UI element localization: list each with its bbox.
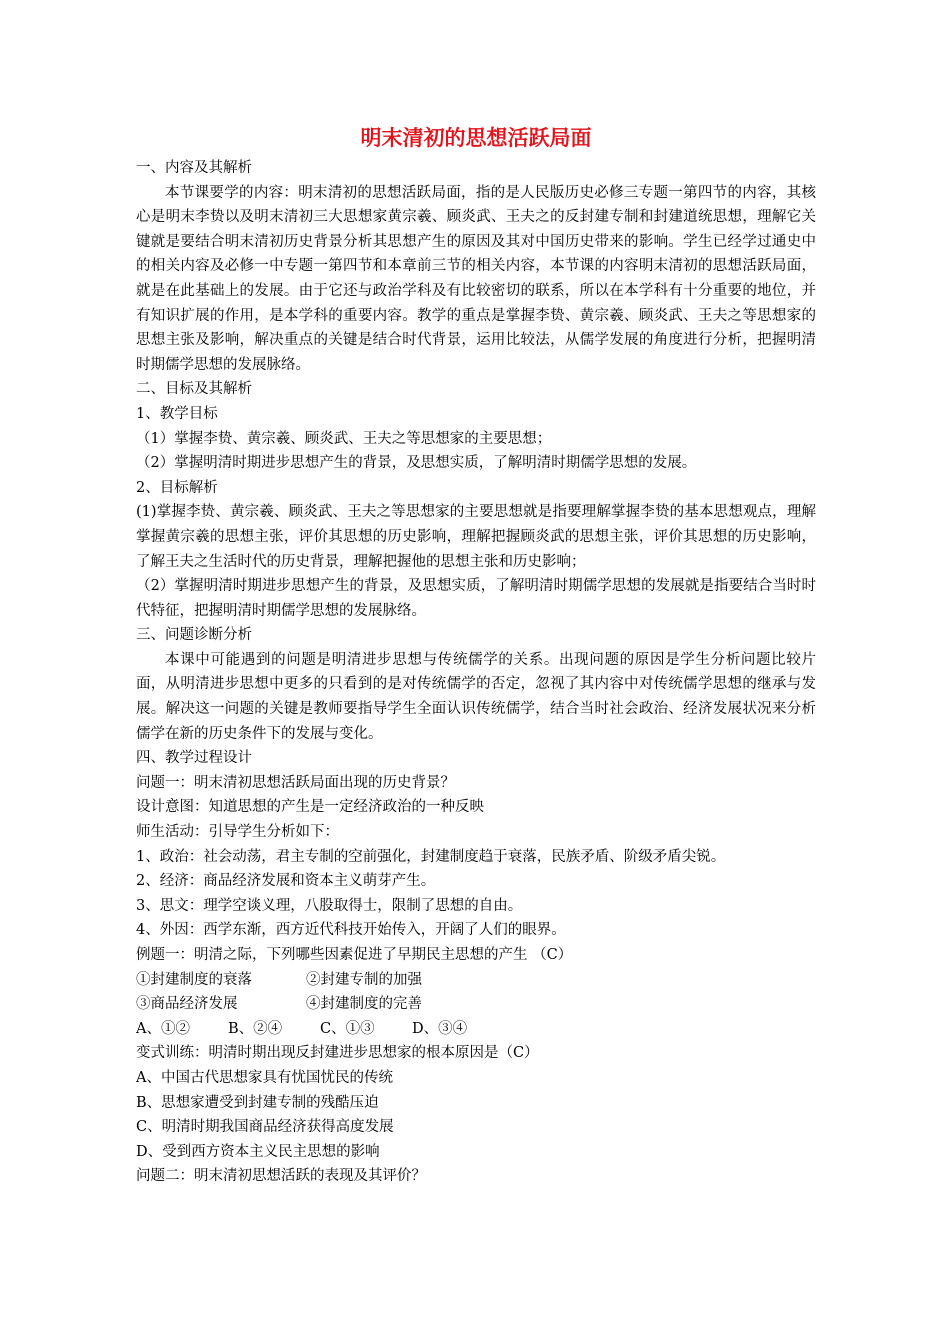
- example-answers-row: [136, 1017, 816, 1042]
- design-intent: 设计意图：知道思想的产生是一定经济政治的一种反映: [136, 799, 484, 816]
- section-heading-1: 一、内容及其解析: [136, 160, 252, 176]
- section-heading-4: 四、教学过程设计: [136, 750, 252, 767]
- document-title: 明末清初的思想活跃局面: [360, 126, 592, 150]
- teacher-student-activity: 师生活动：引导学生分析如下：: [136, 824, 339, 841]
- variant-option: B、思想家遭受到封建专制的残酷压迫: [136, 1094, 379, 1111]
- goal-item-2: （2）掌握明清时期进步思想产生的背景，及思想实质，了解明清时期儒学思想的发展。: [136, 455, 697, 472]
- question-1: 问题一：明末清初思想活跃局面出现的历史背景？: [136, 774, 455, 791]
- example-item: ④封建制度的完善: [306, 996, 422, 1013]
- question-2: 问题二：明末清初思想活跃的表现及其评价？: [136, 1168, 426, 1185]
- analysis-point: 4、外因：西学东渐，西方近代科技开始传入，开阔了人们的眼界。: [136, 922, 566, 939]
- analysis-point: 1、政治：社会动荡，君主专制的空前强化，封建制度趋于衰落，民族矛盾、阶级矛盾尖锐。: [136, 848, 726, 865]
- example-item: ①封建制度的衰落: [136, 971, 252, 988]
- answer-option: A、①②: [136, 1020, 190, 1037]
- subheading-goal-analysis: 2、目标解析: [136, 479, 218, 496]
- document-page: [136, 122, 816, 1189]
- example-items-row-1: [136, 968, 816, 993]
- section-heading-2: 二、目标及其解析: [136, 381, 252, 398]
- goal-item-1: （1）掌握李贽、黄宗羲、顾炎武、王夫之等思想家的主要思想；: [136, 430, 552, 447]
- section-3-paragraph: 本课中可能遇到的问题是明清进步思想与传统儒学的关系。出现问题的原因是学生分析问题比较片面，从明清进步思想中更多的只看到的是对传统儒学的否定，忽视了其内容中对传统儒学思想的继承与发展。解决这一问题的关键是教师要指导学生全面认识传统儒学，结合当时社会政治、经济发展状况来分析儒学在新的历史条件下的发展与变化。: [136, 651, 816, 742]
- goal-analysis-1: (1)掌握李贽、黄宗羲、顾炎武、王夫之等思想家的主要思想就是指要理解掌握李贽的基本思想观点，理解掌握黄宗羲的思想主张，评价其思想的历史影响，理解把握顾炎武的思想主张，评价其思想的历史影响，了解王夫之生活时代的历史背景，理解把握他的思想主张和历史影响；: [136, 504, 816, 570]
- variant-question: 变式训练：明清时期出现反封建进步思想家的根本原因是（C）: [136, 1045, 539, 1062]
- answer-option: B、②④: [228, 1020, 283, 1037]
- subheading-teaching-goals: 1、教学目标: [136, 405, 218, 422]
- goal-analysis-2: （2）掌握明清时期进步思想产生的背景，及思想实质，了解明清时期儒学思想的发展就是指要结合当时时代特征，把握明清时期儒学思想的发展脉络。: [136, 578, 816, 619]
- example-item: ②封建专制的加强: [306, 971, 422, 988]
- answer-option: D、③④: [412, 1020, 468, 1037]
- variant-option: A、中国古代思想家具有忧国忧民的传统: [136, 1069, 393, 1086]
- example-question: 例题一：明清之际，下列哪些因素促进了早期民主思想的产生 （C）: [136, 947, 573, 963]
- variant-option: D、受到西方资本主义民主思想的影响: [136, 1143, 380, 1160]
- example-items-row-2: [136, 992, 816, 1017]
- analysis-point: 3、思文：理学空谈义理，八股取得士，限制了思想的自由。: [136, 897, 523, 914]
- analysis-point: 2、经济：商品经济发展和资本主义萌芽产生。: [136, 873, 436, 890]
- section-heading-3: 三、问题诊断分析: [136, 627, 252, 644]
- section-1-paragraph: 本节课要学的内容：明末清初的思想活跃局面，指的是人民版历史必修三专题一第四节的内容，其核心是明末李贽以及明末清初三大思想家黄宗羲、顾炎武、王夫之的反封建专制和封建道统思想，理解它关键就是要结合明末清初历史背景分析其思想产生的原因及其对中国历史带来的影响。学生已经学过通史中的相关内容及必修一中专题一第四节和本章前三节的相关内容，本节课的内容明末清初的思想活跃局面，就是在此基础上的发展。由于它还与政治学科及有比较密切的联系，所以在本学科有十分重要的地位，并有知识扩展的作用，是本学科的重要内容。教学的重点是掌握李贽、黄宗羲、顾炎武、王夫之等思想家的思想主张及影响，解决重点的关键是结合时代背景，运用比较法，从儒学发展的角度进行分析，把握明清时期儒学思想的发展脉络。: [136, 184, 816, 373]
- variant-option: C、明清时期我国商品经济获得高度发展: [136, 1119, 394, 1136]
- example-item: ③商品经济发展: [136, 996, 238, 1013]
- answer-option: C、①③: [320, 1020, 375, 1037]
